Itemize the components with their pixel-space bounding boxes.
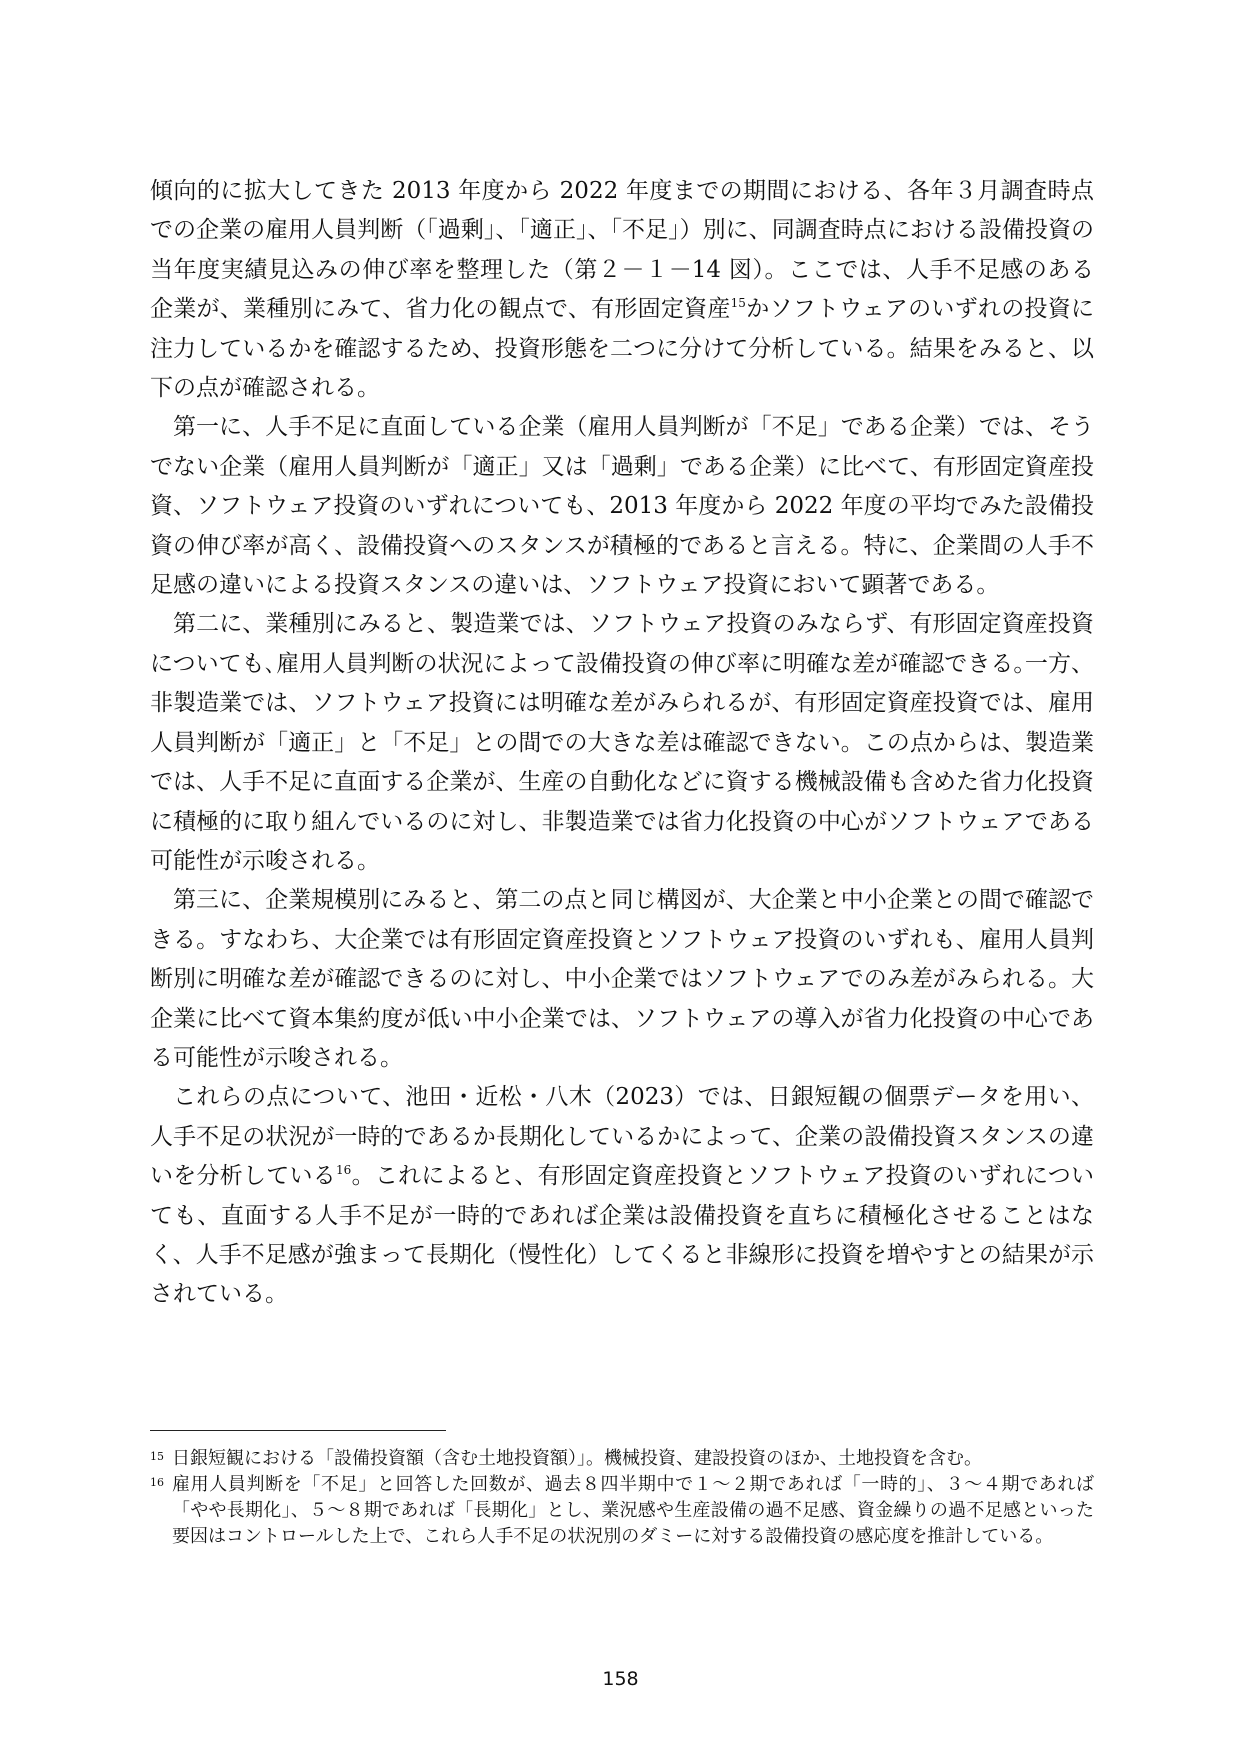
footnotes (150, 1446, 1094, 1550)
paragraph-4: 第三に、企業規模別にみると、第二の点と同じ構図が、大企業と中小企業との間で確認できる。すなわち、大企業では有形固定資産投資とソフトウェア投資のいずれも、雇用人員判断別に明確な差が確認できるのに対し、中小企業ではソフトウェアでのみ差がみられる。大企業に比べて資本集約度が低い中小企業では、ソフトウェアの導入が省力化投資の中心である可能性が示唆される。 (150, 887, 1094, 1071)
paragraph-5-text-a: これらの点について、池田・近松・八木（2023）では、日銀短観の個票データを用い、人手不足の状況が一時的であるか長期化しているかによって、企業の設備投資スタンスの違いを分析している (150, 1084, 1094, 1190)
footnote-16 (150, 1472, 1094, 1550)
paragraph-2: 第一に、人手不足に直面している企業（雇用人員判断が「不足」である企業）では、そうでない企業（雇用人員判断が「適正」又は「過剰」である企業）に比べて、有形固定資産投資、ソフトウェア投資のいずれについても、2013 年度から 2022 年度の平均でみた設備投資の伸び率が高く、設備投資へのスタンスが積極的であると言える。特に、企業間の人手不足感の違いによる投資スタンスの違いは、ソフトウェア投資において顕著である。 (150, 414, 1094, 599)
footnote-text: 日銀短観における「設備投資額（含む土地投資額）」。機械投資、建設投資のほか、土地投資を含む。 (172, 1448, 982, 1469)
paragraph-1-text-a: 傾向的に拡大してきた 2013 年度から 2022 年度までの期間における、各年３月調査時点での企業の雇用人員判断（「過剰」、「適正」、「不足」）別に、同調査時点における設備投資の当年度実績見込みの伸び率を整理した（第２－１－14 図）。ここでは、人手不足感のある企業が、業種別にみて、省力化の観点で、有形固定資産 (150, 178, 1094, 323)
footnote-divider (150, 1430, 446, 1431)
footnote-ref-15[interactable]: 15 (730, 296, 746, 311)
footnote-text: 雇用人員判断を「不足」と回答した回数が、過去８四半期中で１～２期であれば「一時的」、３～４期であれば「やや長期化」、５～８期であれば「長期化」とし、業況感や生産設備の過不足感、資金繰りの過不足感といった要因はコントロールした上で、これら人手不足の状況別のダミーに対する設備投資の感応度を推計している。 (172, 1474, 1094, 1547)
main-text (150, 172, 1094, 1315)
paragraph-3: 第二に、業種別にみると、製造業では、ソフトウェア投資のみならず、有形固定資産投資についても､雇用人員判断の状況によって設備投資の伸び率に明確な差が確認できる｡一方、非製造業では、ソフトウェア投資には明確な差がみられるが、有形固定資産投資では、雇用人員判断が「適正」と「不足」との間での大きな差は確認できない。この点からは、製造業では、人手不足に直面する企業が、生産の自動化などに資する機械設備も含めた省力化投資に積極的に取り組んでいるのに対し、非製造業では省力化投資の中心がソフトウェアである可能性が示唆される。 (150, 611, 1095, 874)
footnote-number: 16 (150, 1476, 164, 1489)
paragraph-5 (150, 1078, 1094, 1314)
footnote-ref-16[interactable]: 16 (336, 1163, 352, 1178)
paragraph-5-text-b: 。これによると、有形固定資産投資とソフトウェア投資のいずれについても、直面する人手不足が一時的であれば企業は設備投資を直ちに積極化させることはなく、人手不足感が強まって長期化（慢性化）してくると非線形に投資を増やすとの結果が示されている。 (150, 1163, 1095, 1308)
paragraph-1-text-b: かソフトウェアのいずれの投資に注力しているかを確認するため、投資形態を二つに分けて分析している。結果をみると、以下の点が確認される。 (150, 296, 1094, 402)
footnote-number: 15 (150, 1450, 164, 1463)
page-number: 158 (602, 1668, 639, 1690)
footnote-15 (150, 1446, 1094, 1472)
paragraph-1 (150, 172, 1094, 408)
